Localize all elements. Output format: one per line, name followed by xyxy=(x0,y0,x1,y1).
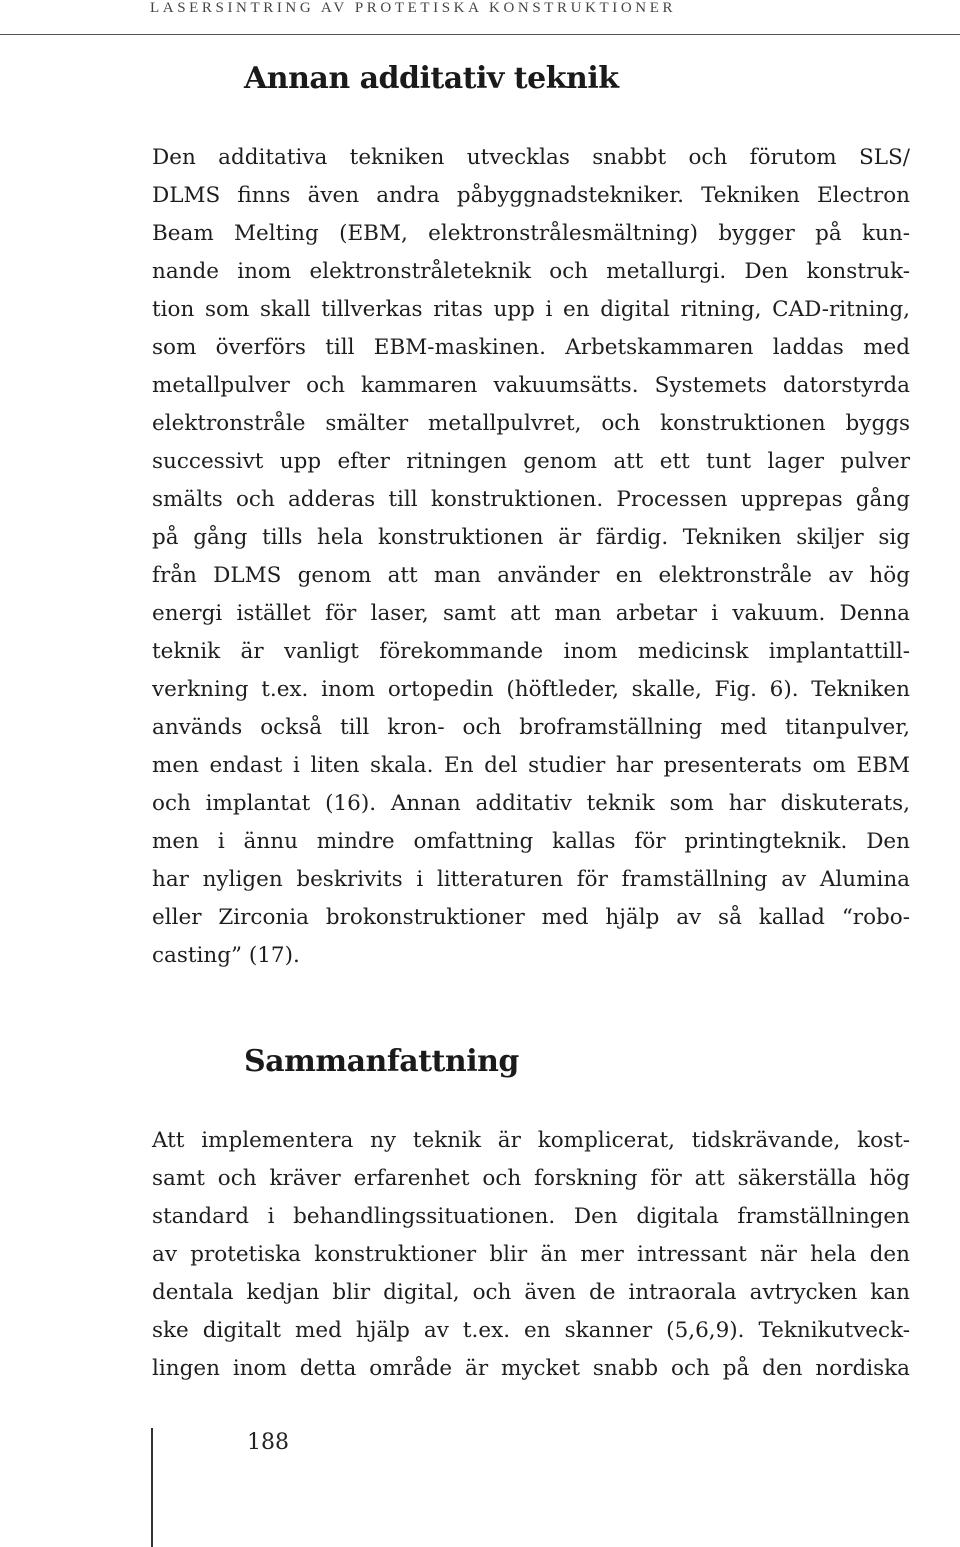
footer-rule xyxy=(151,1428,153,1547)
text-line: Den additativa tekniken utvecklas snabbt och förutom SLS/ xyxy=(152,145,910,170)
running-head: LASERSINTRING AV PROTETISKA KONSTRUKTIONER xyxy=(150,0,677,16)
text-line: successivt upp efter ritningen genom att ett tunt lager pulver xyxy=(152,449,910,474)
text-line: används också till kron- och broframställning med titanpulver, xyxy=(152,715,910,740)
text-line: standard i behandlingssituationen. Den digitala framställningen xyxy=(152,1204,910,1229)
text-line: Beam Melting (EBM, elektronstrålesmältning) bygger på kun- xyxy=(152,221,910,246)
text-line: eller Zirconia brokonstruktioner med hjälp av så kallad “robo- xyxy=(152,905,910,930)
text-line: har nyligen beskrivits i litteraturen för framställning av Alumina xyxy=(152,867,910,892)
text-line: teknik är vanligt förekommande inom medicinsk implantattill- xyxy=(152,639,910,664)
text-line: energi istället för laser, samt att man arbetar i vakuum. Denna xyxy=(152,601,910,626)
text-line: verkning t.ex. inom ortopedin (höftleder, skalle, Fig. 6). Tekniken xyxy=(152,677,910,702)
paragraph-sammanfattning xyxy=(152,1122,910,1388)
section-heading-annan-additativ-teknik: Annan additativ teknik xyxy=(244,61,619,96)
text-line: elektronstråle smälter metallpulvret, och konstruktionen byggs xyxy=(152,411,910,436)
text-line: som överförs till EBM-maskinen. Arbetskammaren laddas med xyxy=(152,335,910,360)
text-line: dentala kedjan blir digital, och även de intraorala avtrycken kan xyxy=(152,1280,910,1305)
text-line: och implantat (16). Annan additativ teknik som har diskuterats, xyxy=(152,791,910,816)
text-line: tion som skall tillverkas ritas upp i en digital ritning, CAD-ritning, xyxy=(152,297,910,322)
text-line: men i ännu mindre omfattning kallas för printingteknik. Den xyxy=(152,829,910,854)
section-heading-sammanfattning: Sammanfattning xyxy=(244,1044,519,1079)
text-line: smälts och adderas till konstruktionen. Processen upprepas gång xyxy=(152,487,910,512)
text-line: från DLMS genom att man använder en elektronstråle av hög xyxy=(152,563,910,588)
text-line: men endast i liten skala. En del studier har presenterats om EBM xyxy=(152,753,910,778)
text-line: samt och kräver erfarenhet och forskning för att säkerställa hög xyxy=(152,1166,910,1191)
text-line: DLMS finns även andra påbyggnadstekniker. Tekniken Electron xyxy=(152,183,910,208)
text-line: Att implementera ny teknik är komplicerat, tidskrävande, kost- xyxy=(152,1128,910,1153)
text-line: av protetiska konstruktioner blir än mer intressant när hela den xyxy=(152,1242,910,1267)
text-line: metallpulver och kammaren vakuumsätts. Systemets datorstyrda xyxy=(152,373,910,398)
page-number: 188 xyxy=(247,1430,289,1455)
paragraph-annan-additativ-teknik xyxy=(152,139,910,975)
text-line: på gång tills hela konstruktionen är färdig. Tekniken skiljer sig xyxy=(152,525,910,550)
text-line: casting” (17). xyxy=(152,943,300,968)
text-line: nande inom elektronstråleteknik och metallurgi. Den konstruk- xyxy=(152,259,910,284)
header-rule xyxy=(0,34,960,35)
text-line: lingen inom detta område är mycket snabb och på den nordiska xyxy=(152,1356,910,1381)
text-line: ske digitalt med hjälp av t.ex. en skanner (5,6,9). Teknikutveck- xyxy=(152,1318,910,1343)
